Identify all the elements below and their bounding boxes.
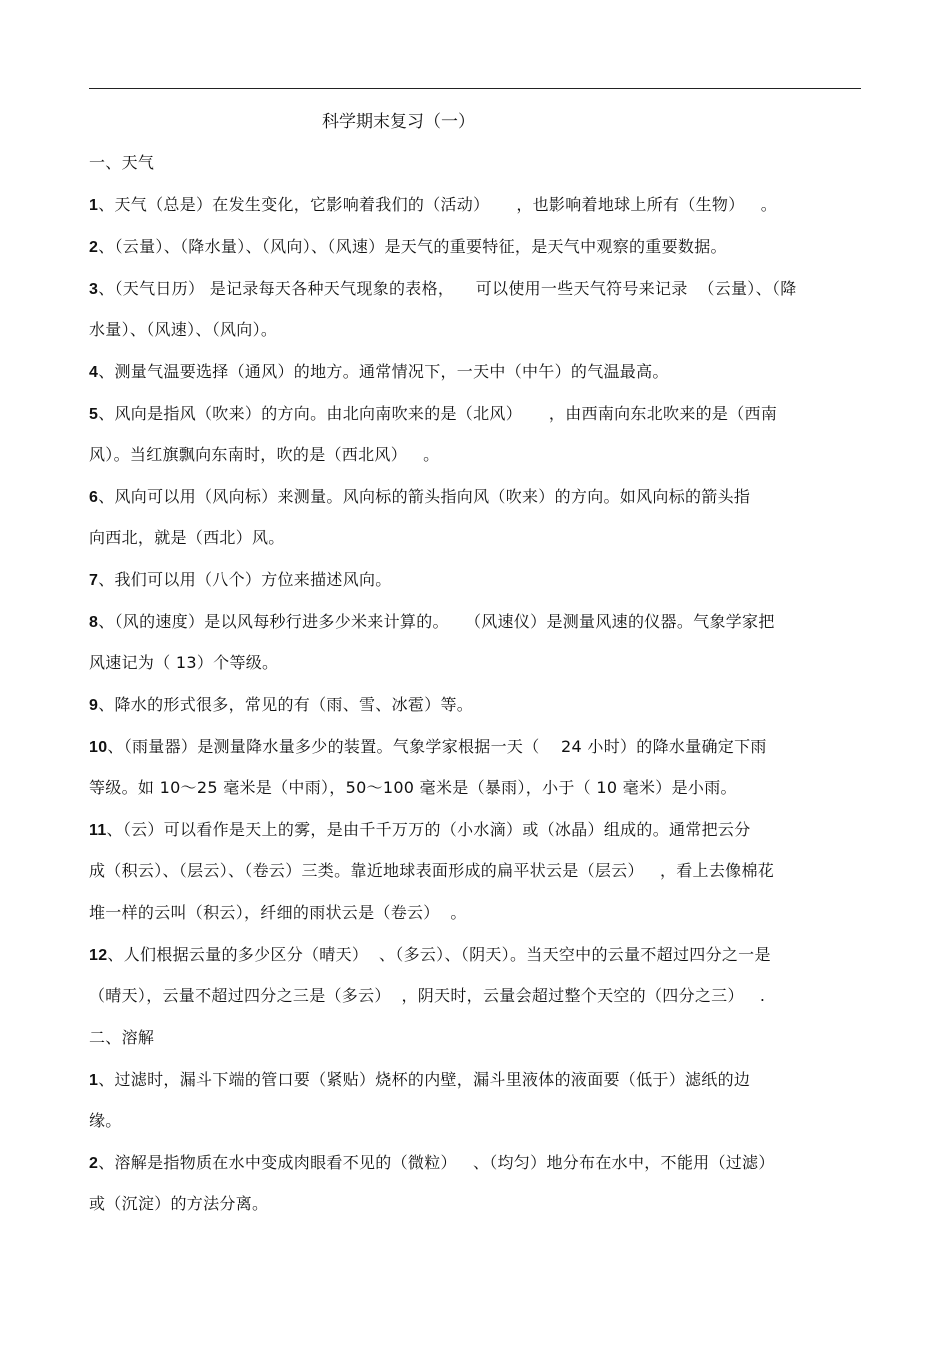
text-line: [89, 442, 439, 465]
item-text: 水量）、（风速）、（风向）。: [89, 320, 278, 339]
numbered-item: [89, 692, 473, 715]
numbered-item: [89, 484, 750, 507]
text-line: [89, 1025, 154, 1048]
text-line: [89, 983, 765, 1006]
item-number: 11: [89, 822, 107, 839]
numbered-item: [89, 609, 775, 632]
item-text: 、（天气日历） 是记录每天各种天气现象的表格， 可以使用一些天气符号来记录 （云量）、（降: [98, 279, 797, 298]
item-number: 2: [89, 1155, 99, 1172]
item-text: 、溶解是指物质在水中变成肉眼看不见的（微粒） 、（均匀）地分布在水中，不能用（过滤）: [98, 1153, 775, 1172]
item-text: 风）。当红旗飘向东南时，吹的是（西北风） 。: [89, 445, 440, 464]
item-text: 缘。: [89, 1111, 122, 1130]
item-text: 、（云量）、（降水量）、（风向）、（风速）是天气的重要特征，是天气中观察的重要数据。: [98, 237, 727, 256]
item-text: 二、溶解: [89, 1028, 155, 1047]
item-text: （晴天），云量不超过四分之三是（多云） ，阴天时，云量会超过整个天空的（四分之三） .: [89, 986, 766, 1005]
text-line: [89, 650, 278, 673]
item-text: 、风向是指风（吹来）的方向。由北向南吹来的是（北风） ，由西南向东北吹来的是（西南: [98, 404, 778, 423]
item-text: 、（风的速度）是以风每秒行进多少米来计算的。 （风速仪）是测量风速的仪器。气象学家把: [98, 612, 775, 631]
numbered-item: [89, 567, 392, 590]
numbered-item: [89, 942, 771, 965]
text-line: [89, 900, 467, 923]
item-text: 、（云）可以看作是天上的雾，是由千千万万的（小水滴）或（冰晶）组成的。通常把云分: [106, 820, 751, 839]
item-text: 一、天气: [89, 153, 155, 172]
item-text: 等级。如 10～25 毫米是（中雨），50～100 毫米是（暴雨），小于（ 10 毫米）是小雨。: [89, 778, 737, 797]
item-number: 5: [89, 406, 99, 423]
text-line: [89, 775, 737, 798]
top-rule: [89, 88, 861, 89]
text-line: [89, 525, 285, 548]
item-text: 、人们根据云量的多少区分（晴天） 、（多云）、（阴天）。当天空中的云量不超过四分之一是: [107, 945, 771, 964]
item-text: 、测量气温要选择（通风）的地方。通常情况下，一天中（中午）的气温最高。: [98, 362, 669, 381]
item-text: 、我们可以用（八个）方位来描述风向。: [98, 570, 392, 589]
item-text: 、降水的形式很多，常见的有（雨、雪、冰雹）等。: [98, 695, 474, 714]
item-text: 风速记为（ 13）个等级。: [89, 653, 279, 672]
item-number: 7: [89, 572, 99, 589]
item-number: 3: [89, 281, 99, 298]
item-number: 9: [89, 697, 99, 714]
item-text: 成（积云）、（层云）、（卷云）三类。靠近地球表面形成的扁平状云是（层云） ，看上去像棉花: [89, 861, 775, 880]
numbered-item: [89, 234, 727, 257]
item-text: 、天气（总是）在发生变化，它影响着我们的（活动） ，也影响着地球上所有（生物） 。: [98, 195, 777, 214]
numbered-item: [89, 734, 767, 757]
item-number: 4: [89, 364, 99, 381]
item-text: 、过滤时，漏斗下端的管口要（紧贴）烧杯的内壁，漏斗里液体的液面要（低于）滤纸的边: [98, 1070, 751, 1089]
item-number: 1: [89, 197, 99, 214]
item-text: 、（雨量器）是测量降水量多少的装置。气象学家根据一天（ 24 小时）的降水量确定下雨: [107, 737, 767, 756]
item-number: 12: [89, 947, 108, 964]
numbered-item: [89, 401, 777, 424]
item-text: 向西北，就是（西北）风。: [89, 528, 285, 547]
numbered-item: [89, 276, 797, 299]
numbered-item: [89, 359, 669, 382]
item-number: 8: [89, 614, 99, 631]
numbered-item: [89, 1150, 775, 1173]
text-line: [89, 150, 154, 173]
numbered-item: [89, 817, 751, 840]
text-line: [89, 1108, 122, 1131]
document-title: 科学期末复习（一）: [322, 112, 475, 132]
item-text: 堆一样的云叫（积云），纤细的雨状云是（卷云） 。: [89, 903, 467, 922]
item-number: 2: [89, 239, 99, 256]
numbered-item: [89, 192, 777, 215]
numbered-item: [89, 1067, 750, 1090]
text-line: [89, 858, 774, 881]
text-line: [89, 1191, 268, 1214]
item-number: 10: [89, 739, 108, 756]
item-number: 6: [89, 489, 99, 506]
item-text: 或（沉淀）的方法分离。: [89, 1194, 269, 1213]
text-line: [89, 317, 277, 340]
item-number: 1: [89, 1072, 99, 1089]
item-text: 、风向可以用（风向标）来测量。风向标的箭头指向风（吹来）的方向。如风向标的箭头指: [98, 487, 751, 506]
